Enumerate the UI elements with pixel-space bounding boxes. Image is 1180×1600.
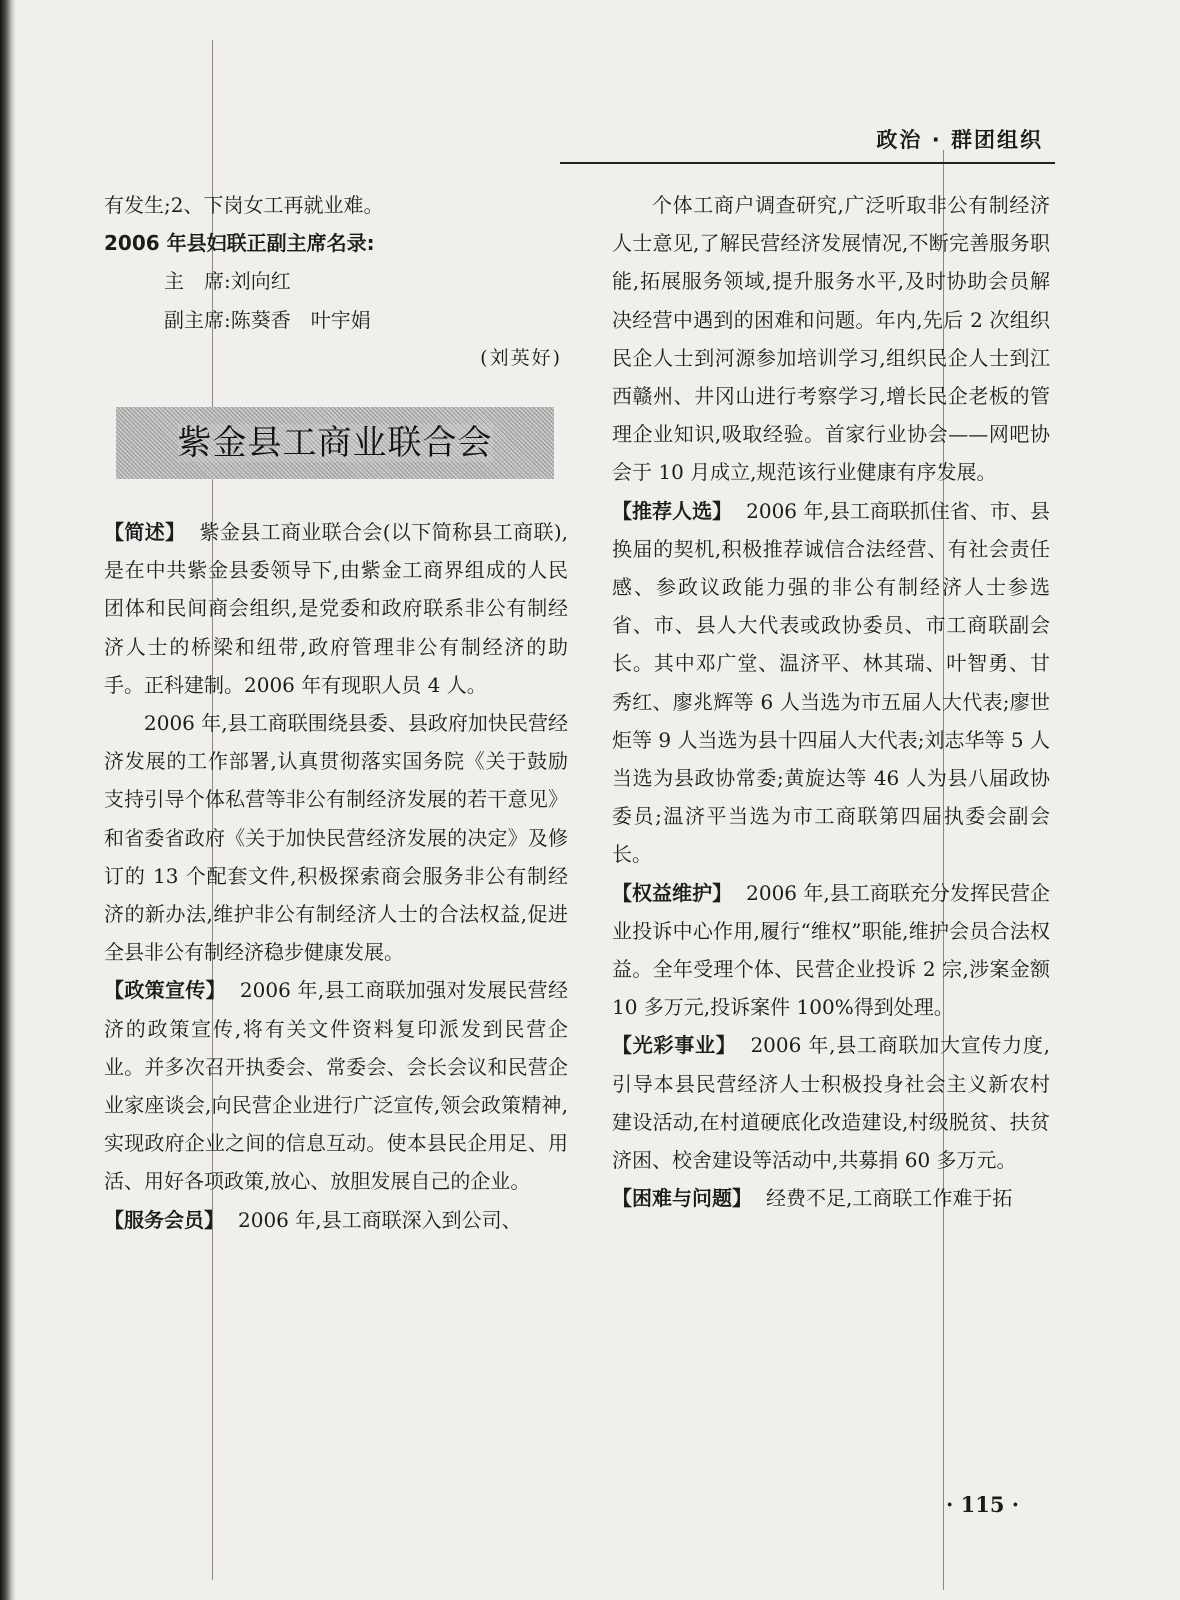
glory-tag: 【光彩事业】 (612, 1033, 737, 1058)
service-paragraph (104, 1201, 568, 1239)
problem-paragraph (612, 1179, 1050, 1217)
section-title-banner (116, 407, 554, 479)
overview-paragraph: 2006 年,县工商联围绕县委、县政府加快民营经济发展的工作部署,认真贯彻落实国务院《关于鼓励支持引导个体私营等非公有制经济发展的若干意见》和省委省政府《关于加快民营经济发展的决定》及修订的 13 个配套文件,积极探索商会服务非公有制经济的新办法,维护非公有制经济人士的合法权益,促进全县非公有制经济稳步健康发展。 (104, 711, 568, 965)
roster-chair: 主 席:刘向红 (164, 269, 291, 294)
policy-tag: 【政策宣传】 (104, 978, 226, 1003)
page-number: · 115 · (946, 1492, 1020, 1517)
running-header (560, 120, 1055, 164)
rights-paragraph (612, 874, 1050, 1027)
recommend-text: 2006 年,县工商联抓住省、市、县换届的契机,积极推荐诚信合法经营、有社会责任感、参政议政能力强的非公有制经济人士参选省、市、县人大代表或政协委员、市工商联副会长。其中邓广堂、温济平、林其瑞、叶智勇、甘秀红、廖兆辉等 6 人当选为市五届人大代表;廖世炬等 9 人当选为县十四届人大代表;刘志华等 5 人当选为县政协常委;黄旋达等 46 人为县八届政协委员;温济平当选为市工商联第四届执委会副会长。 (612, 498, 1050, 867)
right-column (612, 186, 1050, 1217)
glory-paragraph (612, 1026, 1050, 1179)
roster-heading: 2006 年县妇联正副主席名录: (104, 231, 375, 256)
page-binding-edge (0, 0, 16, 1600)
recommend-paragraph (612, 492, 1050, 874)
glory-text: 2006 年,县工商联加大宣传力度,引导本县民营经济人士积极投身社会主义新农村建设活动,在村道硬底化改造建设,村级脱贫、扶贫济困、校舍建设等活动中,共募捐 60 多万元。 (612, 1033, 1050, 1173)
running-header-label: 政治 · 群团组织 (876, 128, 1043, 152)
summary-text: 紫金县工商业联合会(以下简称县工商联),是在中共紫金县委领导下,由紫金工商界组成的人民团体和民间商会组织,是党委和政府联系非公有制经济人士的桥梁和纽带,政府管理非公有制经济的助手。正科建制。2006 年有现职人员 4 人。 (104, 520, 569, 697)
section-title: 紫金县工商业联合会 (177, 422, 493, 463)
service-text: 2006 年,县工商联深入到公司、 (238, 1207, 522, 1232)
policy-paragraph (104, 971, 568, 1200)
rights-tag: 【权益维护】 (612, 880, 733, 905)
service-tag: 【服务会员】 (104, 1207, 224, 1232)
left-column (104, 186, 568, 1239)
problem-tag: 【困难与问题】 (612, 1186, 752, 1211)
roster-vice-chair: 副主席:陈葵香 叶宇娟 (164, 307, 371, 332)
rights-text: 2006 年,县工商联充分发挥民营企业投诉中心作用,履行“维权”职能,维护会员合法权益。全年受理个体、民营企业投诉 2 宗,涉案金额 10 多万元,投诉案件 100%得到处理。 (612, 880, 1050, 1020)
summary-paragraph (104, 513, 568, 704)
policy-text: 2006 年,县工商联加强对发展民营经济的政策宣传,将有关文件资料复印派发到民营企业。并多次召开执委会、常委会、会长会议和民营企业家座谈会,向民营企业进行广泛宣传,领会政策精神,实现政府企业之间的信息互动。使本县民企用足、用活、用好各项政策,放心、放胆发展自己的企业。 (104, 978, 568, 1194)
header-rule (560, 162, 1055, 164)
recommend-tag: 【推荐人选】 (612, 498, 733, 523)
author-credit: (刘英好) (480, 346, 562, 369)
summary-tag: 【简述】 (104, 520, 186, 545)
intro-line: 有发生;2、下岗女工再就业难。 (104, 193, 384, 217)
problem-text: 经费不足,工商联工作难于拓 (766, 1186, 1013, 1211)
service-continuation: 个体工商户调查研究,广泛听取非公有制经济人士意见,了解民营经济发展情况,不断完善服务职能,拓展服务领域,提升服务水平,及时协助会员解决经营中遇到的困难和问题。年内,先后 2 次组织民企人士到河源参加培训学习,组织民企人士到江西赣州、井冈山进行考察学习,增长民企老板的管理企业知识,吸取经验。首家行业协会——网吧协会于 10 月成立,规范该行业健康有序发展。 (612, 193, 1050, 485)
